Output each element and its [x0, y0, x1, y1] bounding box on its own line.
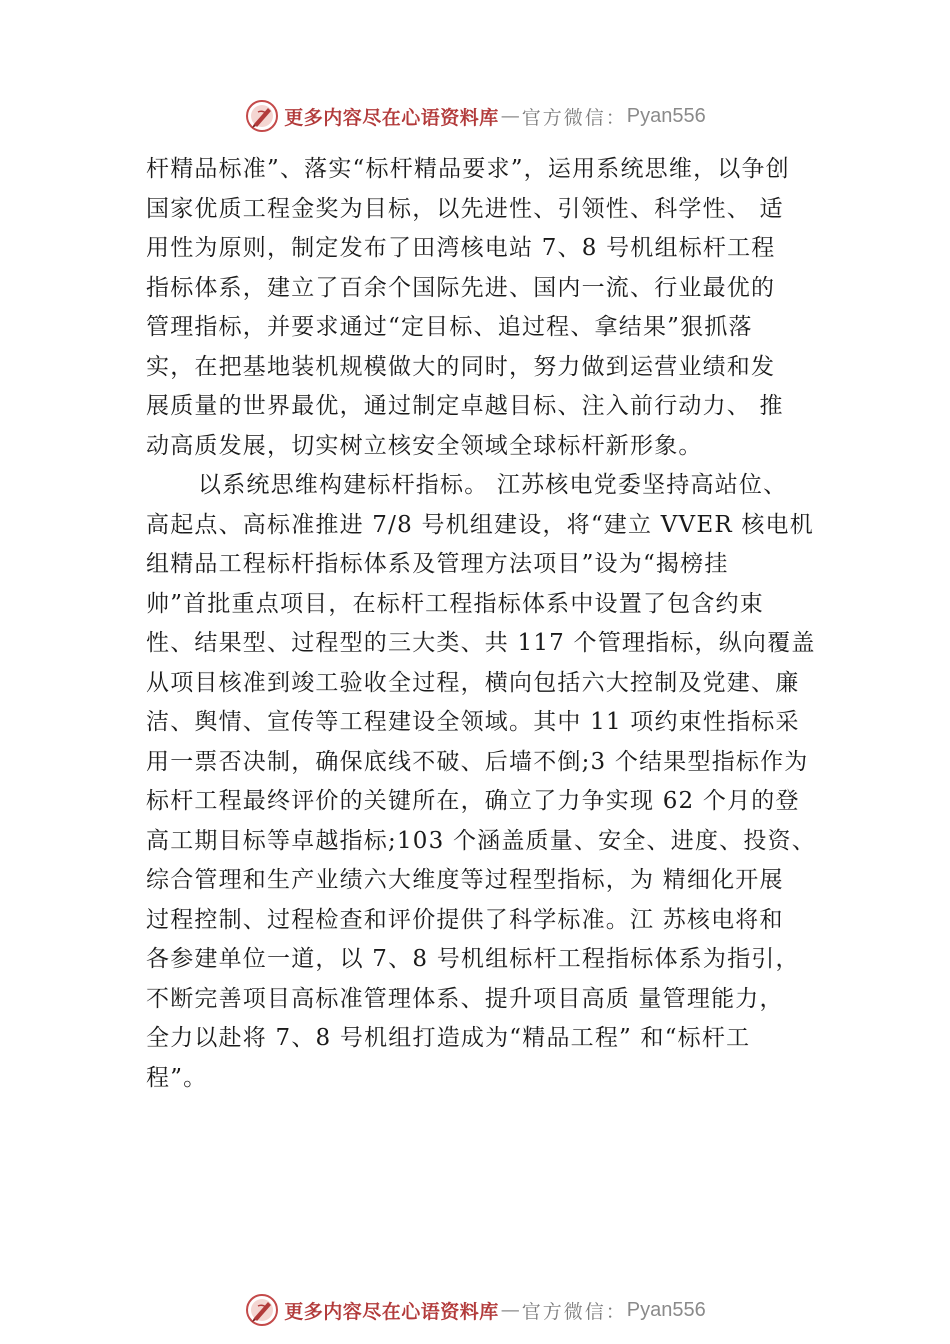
fountain-pen-logo-icon: [244, 1292, 280, 1328]
banner-brand-text: 更多内容尽在心语资料库: [284, 106, 499, 129]
footer-banner: [0, 1290, 950, 1330]
body-text-line: 全力以赴将 7、8 号机组打造成为“精品工程” 和“标杆工: [146, 1025, 751, 1051]
body-text-line: 综合管理和生产业绩六大维度等过程型指标，为 精细化开展: [146, 867, 784, 893]
body-text-line: 用性为原则，制定发布了田湾核电站 7、8 号机组标杆工程: [146, 235, 776, 261]
body-text-line: 不断完善项目高标准管理体系、提升项目高质 量管理能力，: [146, 985, 784, 1012]
body-text-line: 组精品工程标杆指标体系及管理方法项目”设为“揭榜挂: [146, 551, 729, 577]
banner-wechat-id: Pyan556: [626, 1298, 706, 1321]
document-body: [146, 150, 846, 1098]
body-text-line: 洁、舆情、宣传等工程建设全领域。其中 11 项约束性指标采: [146, 709, 800, 735]
banner-dash: —: [500, 105, 520, 127]
body-text-line: 高工期目标等卓越指标;103 个涵盖质量、安全、进度、投资、: [146, 827, 816, 854]
body-text-line: 国家优质工程金奖为目标，以先进性、引领性、科学性、 适: [146, 195, 784, 222]
banner-wechat-id: Pyan556: [626, 104, 706, 127]
banner-brand-text: 更多内容尽在心语资料库: [284, 1300, 499, 1323]
body-text-line: 标杆工程最终评价的关键所在，确立了力争实现 62 个月的登: [146, 788, 800, 814]
body-text-line: 从项目核准到竣工验收全过程，横向包括六大控制及党建、廉: [146, 669, 800, 696]
banner-dash: —: [500, 1299, 520, 1321]
body-text-line: 过程控制、过程检查和评价提供了科学标准。江 苏核电将和: [146, 906, 784, 933]
body-text-line: 杆精品标准”、落实“标杆精品要求”，运用系统思维，以争创: [146, 156, 790, 182]
body-text-line: 帅”首批重点项目，在标杆工程指标体系中设置了包含约束: [146, 590, 764, 617]
banner-official-label: 官方微信：: [521, 106, 627, 129]
body-text-line: 指标体系，建立了百余个国际先进、国内一流、行业最优的: [146, 274, 776, 301]
body-text-line: 管理指标，并要求通过“定目标、追过程、拿结果”狠抓落: [146, 314, 753, 340]
body-text-line: 以系统思维构建标杆指标。 江苏核电党委坚持高站位、: [198, 472, 788, 498]
body-text-line: 性、结果型、过程型的三大类、共 117 个管理指标，纵向覆盖: [146, 630, 816, 656]
body-text-line: 动高质发展，切实树立核安全领域全球标杆新形象。: [146, 432, 703, 459]
body-text-line: 各参建单位一道，以 7、8 号机组标杆工程指标体系为指引，: [146, 946, 800, 972]
header-banner: [0, 96, 950, 136]
body-text-line: 程”。: [146, 1064, 208, 1091]
body-text-line: 展质量的世界最优，通过制定卓越目标、注入前行动力、 推: [146, 393, 784, 419]
body-text-line: 用一票否决制，确保底线不破、后墙不倒;3 个结果型指标作为: [146, 748, 809, 775]
banner-official-label: 官方微信：: [521, 1300, 627, 1323]
body-text-line: 高起点、高标准推进 7/8 号机组建设，将“建立 VVER 核电机: [146, 511, 814, 538]
body-text-line: 实，在把基地装机规模做大的同时，努力做到运营业绩和发: [146, 353, 776, 380]
fountain-pen-logo-icon: [244, 98, 280, 134]
